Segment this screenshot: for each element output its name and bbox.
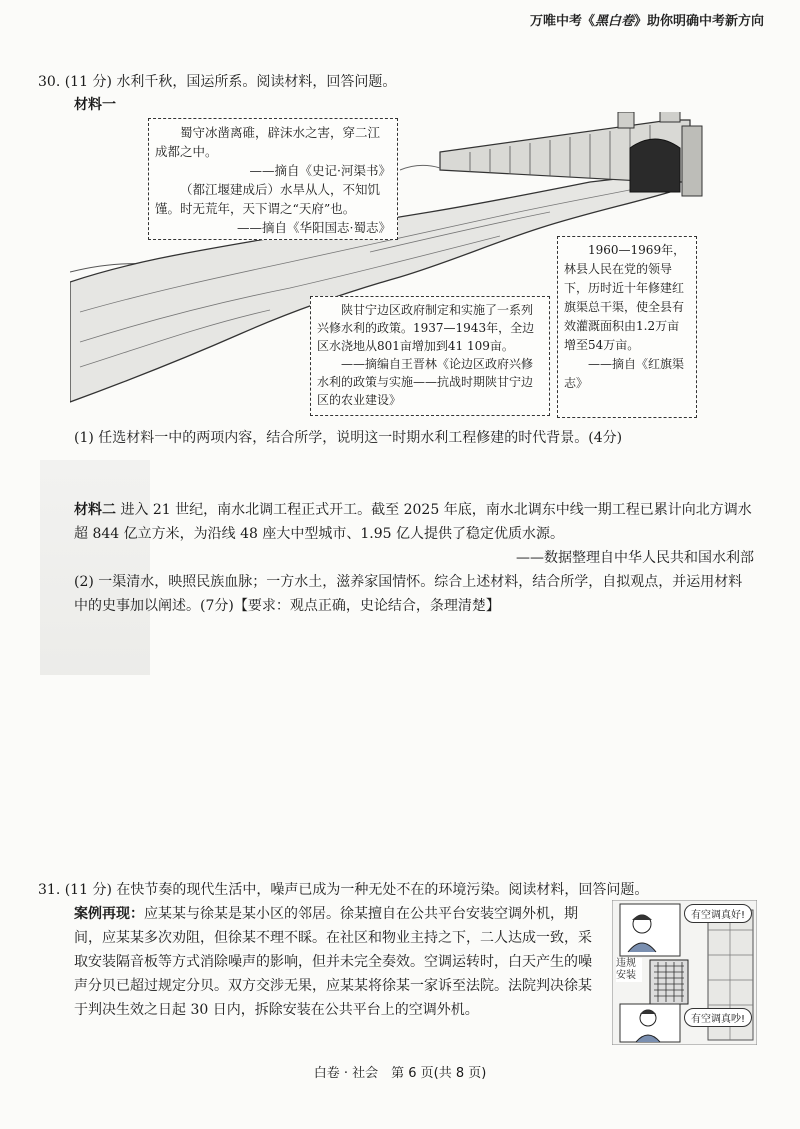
box-c-text: 1960—1969年，林县人民在党的领导下，历时近十年修建红旗渠总干渠，使全县有效灌溉面积由1.2万亩增至54万亩。 [564, 243, 686, 352]
material1-box-shaanganning [310, 296, 550, 416]
box-a-source2: ——摘自《华阳国志·蜀志》 [237, 220, 391, 235]
q30-material1-label: 材料一 [74, 97, 116, 113]
q31-stem: 31. (11 分) 在快节奏的现代生活中，噪声已成为一种无处不在的环境污染。阅读材料，回答问题。 [38, 882, 649, 898]
material2-label: 材料二 [74, 502, 116, 518]
page-header [530, 10, 764, 29]
page-footer: 白卷 · 社会 第 6 页(共 8 页) [313, 1066, 487, 1081]
q31-case [74, 902, 602, 1022]
q30-sub1: (1) 任选材料一中的两项内容，结合所学，说明这一时期水利工程修建的时代背景。(4分) [74, 430, 623, 446]
box-b-text: 陕甘宁边区政府制定和实施了一系列兴修水利的政策。1937—1943年，全边区水浇地从801亩增加到41 109亩。 [317, 303, 535, 353]
box-a-line1: 蜀守冰凿离碓，辟沫水之害，穿二江成都之中。 [155, 125, 381, 159]
q30-material2 [74, 498, 754, 546]
header-suffix: 》助你明确中考新方向 [633, 14, 764, 29]
box-c-source: ——摘自《红旗渠志》 [564, 357, 685, 390]
q30-sub2: (2) 一渠清水，映照民族血脉；一方水土，滋养家国情怀。综合上述材料，结合所学，自拟观点，并运用材料中的史事加以阐述。(7分)【要求：观点正确，史论结合，条理清楚】 [74, 574, 743, 614]
header-prefix: 万唯中考《 [529, 14, 595, 29]
box-b-source: ——摘编自王晋林《论边区政府兴修水利的政策与实施——抗战时期陕甘宁边区的农业建设》 [317, 357, 534, 407]
material1-box-dujiangyan [148, 118, 398, 240]
case-label: 案例再现： [74, 906, 144, 922]
cartoon-bubble-top: 有空调真好! [684, 904, 752, 923]
case-text: 应某某与徐某是某小区的邻居。徐某擅自在公共平台安装空调外机，期间，应某某多次劝阻，但徐某不理不睬。在社区和物业主持之下，二人达成一致，采取安装隔音板等方式消除噪声的影响，但并未完全奏效。空调运转时，白天产生的噪声分贝已超过规定分贝。双方交涉无果，应某某将徐某一家诉至法院。法院判决徐某于判决生效之日起 30 日内，拆除安装在公共平台上的空调外机。 [74, 906, 592, 1018]
material2-text: 进入 21 世纪，南水北调工程正式开工。截至 2025 年底，南水北调东中线一期工程已累计向北方调水超 844 亿立方米，为沿线 48 座大中型城市、1.95 亿人提供了稳定优质水源。 [74, 502, 752, 542]
material1-box-hongqiqu [557, 236, 697, 418]
header-brand: 黑白卷 [594, 14, 634, 29]
cartoon-sign-illegal-install: 违规安装 [616, 958, 642, 982]
cartoon-bubble-bottom: 有空调真吵! [684, 1008, 752, 1027]
box-a-source1: ——摘自《史记·河渠书》 [249, 163, 391, 178]
material2-source: ——数据整理自中华人民共和国水利部 [516, 550, 754, 566]
box-a-line2: （都江堰建成后）水旱从人，不知饥馑。时无荒年，天下谓之“天府”也。 [155, 182, 381, 216]
q30-stem: 30. (11 分) 水利千秋，国运所系。阅读材料，回答问题。 [38, 74, 397, 90]
bleed-through-shading [40, 460, 150, 675]
